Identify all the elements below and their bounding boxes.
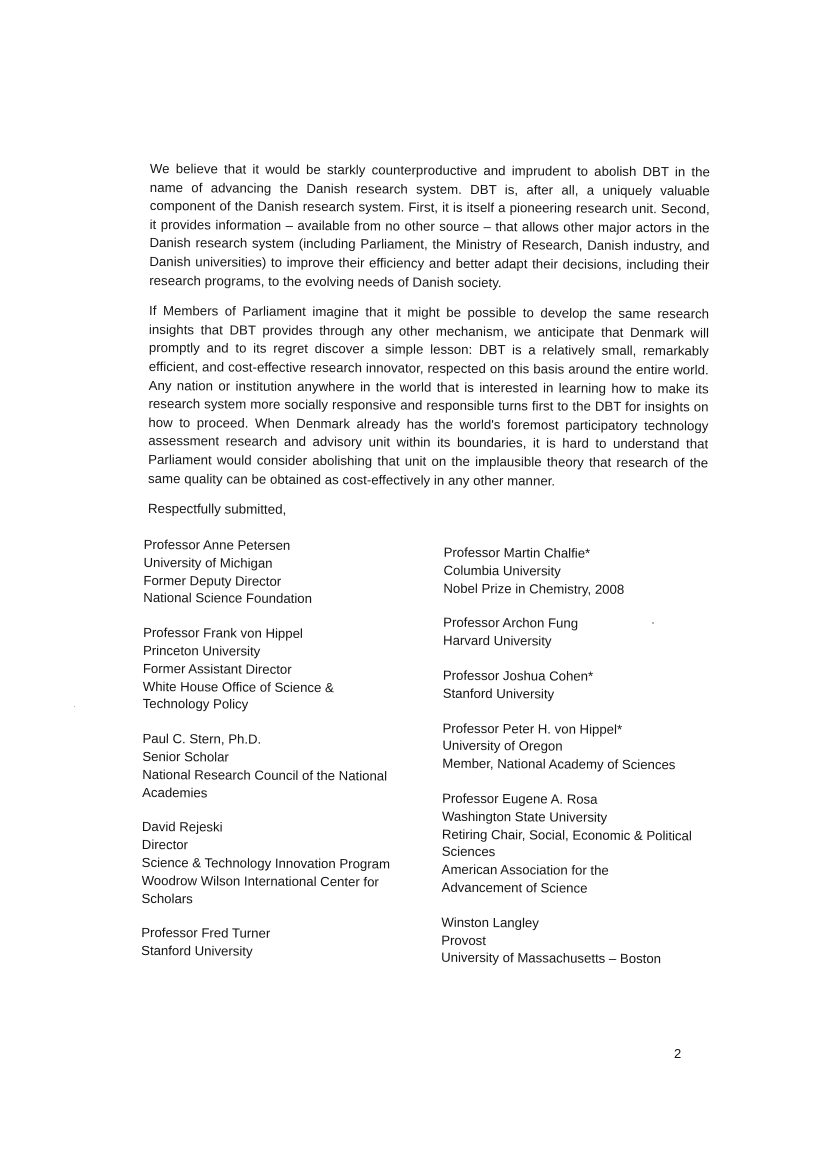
signatory-line: University of Michigan [143, 554, 273, 571]
signatories-left-column [141, 536, 424, 979]
scan-speck [74, 706, 75, 707]
signatories [141, 536, 708, 979]
signatory-line: Woodrow Wilson International Center for [141, 872, 379, 890]
signatory-line: Advancement of Science [441, 879, 588, 896]
signatory-line: National Science Foundation [143, 590, 312, 607]
signatory-line: University of Massachusetts – Boston [441, 950, 662, 967]
signatory-line: Stanford University [141, 943, 253, 959]
body-paragraph-2: If Members of Parliament imagine that it might be possible to develop the same research insights that DBT provides through any other mechanism, we anticipate that Denmark will promptly and to its regret discover a simple lesson: DBT is a relatively small, remarkably efficient, and cost-effective research innovator, respected on this basis around the entire world. Any nation or institution anywhere in the world that is interested in learning how to make its research system more socially responsive and responsible turns first to the DBT for insights on how to proceed. When Denmark already has the world's foremost participatory technology assessment research and advisory unit within its boundaries, it is hard to understand that Parliament would consider abolishing that unit on the implausible theory that research of the same quality can be obtained as cost-effectively in any other manner. [148, 303, 710, 488]
signatory-anne-petersen [143, 536, 423, 609]
signatories-right-column [441, 544, 724, 986]
signatory-line: National Research Council of the National [142, 766, 388, 784]
signatory-line: Professor Peter H. von Hippel* [442, 720, 623, 737]
signatory-line: Princeton University [142, 643, 261, 659]
signatory-paul-stern [142, 730, 422, 803]
signatory-line: Scholars [141, 890, 193, 906]
signatory-line: Columbia University [443, 562, 561, 579]
signatory-martin-chalfie [443, 544, 723, 599]
signatory-line: Sciences [441, 844, 496, 860]
closing-line: Respectfully submitted, [147, 501, 287, 517]
signatory-line: Professor Martin Chalfie* [443, 544, 591, 561]
signatory-david-rejeski [141, 818, 422, 909]
signatory-frank-von-hippel [143, 624, 424, 715]
signatory-line: Professor Joshua Cohen* [442, 667, 594, 684]
signatory-line: Science & Technology Innovation Program [141, 855, 391, 872]
signatory-line: Provost [441, 932, 487, 948]
signatory-winston-langley [441, 914, 721, 969]
signatory-line: Senior Scholar [142, 749, 229, 765]
signatory-line: Stanford University [442, 685, 555, 702]
signatory-line: Academies [142, 784, 208, 801]
signatory-line: American Association for the [441, 862, 609, 879]
signatory-line: Former Deputy Director [143, 572, 282, 589]
signatory-line: Member, National Academy of Sciences [442, 756, 676, 773]
signatory-line: Harvard University [443, 633, 552, 649]
signatory-line: Professor Frank von Hippel [143, 625, 303, 642]
signatory-line: Washington State University [441, 808, 608, 825]
signatory-line: Retiring Chair, Social, Economic & Political [441, 826, 692, 843]
signatory-line: Winston Langley [441, 914, 539, 931]
signatory-line: Technology Policy [142, 696, 249, 713]
scan-speck [652, 622, 654, 624]
signatory-peter-von-hippel [442, 719, 722, 774]
page-number: 2 [674, 1046, 682, 1061]
signatory-line: Former Assistant Director [142, 660, 292, 677]
signatory-joshua-cohen [443, 667, 723, 704]
body-paragraph-1: We believe that it would be starkly counterproductive and imprudent to abolish DBT in the name of advancing the Danish research system. DBT is, after all, a uniquely valuable component of the Danish research system. First, it is itself a pioneering research unit. Second, it provides information – available from no other source – that allows other major actors in the Danish research system (including Parliament, the Ministry of Research, Danish industry, and Danish universities) to improve their efficiency and better adapt their decisions, including their research programs, to the evolving needs of Danish society. [149, 160, 710, 290]
signatory-line: Professor Fred Turner [141, 925, 271, 942]
signatory-line: University of Oregon [442, 738, 563, 755]
letter-content [141, 160, 710, 979]
signatory-archon-fung [443, 614, 723, 651]
signatory-eugene-rosa [442, 790, 723, 898]
signatory-line: David Rejeski [141, 819, 223, 835]
signatory-line: Professor Archon Fung [443, 615, 579, 632]
signatory-line: White House Office of Science & [142, 678, 334, 695]
signatory-line: Paul C. Stern, Ph.D. [142, 731, 262, 747]
signatory-fred-turner [141, 924, 421, 961]
signatory-line: Nobel Prize in Chemistry, 2008 [443, 580, 625, 597]
signatory-line: Professor Eugene A. Rosa [442, 790, 598, 807]
signatory-line: Professor Anne Petersen [143, 537, 291, 553]
signatory-line: Director [141, 837, 189, 853]
